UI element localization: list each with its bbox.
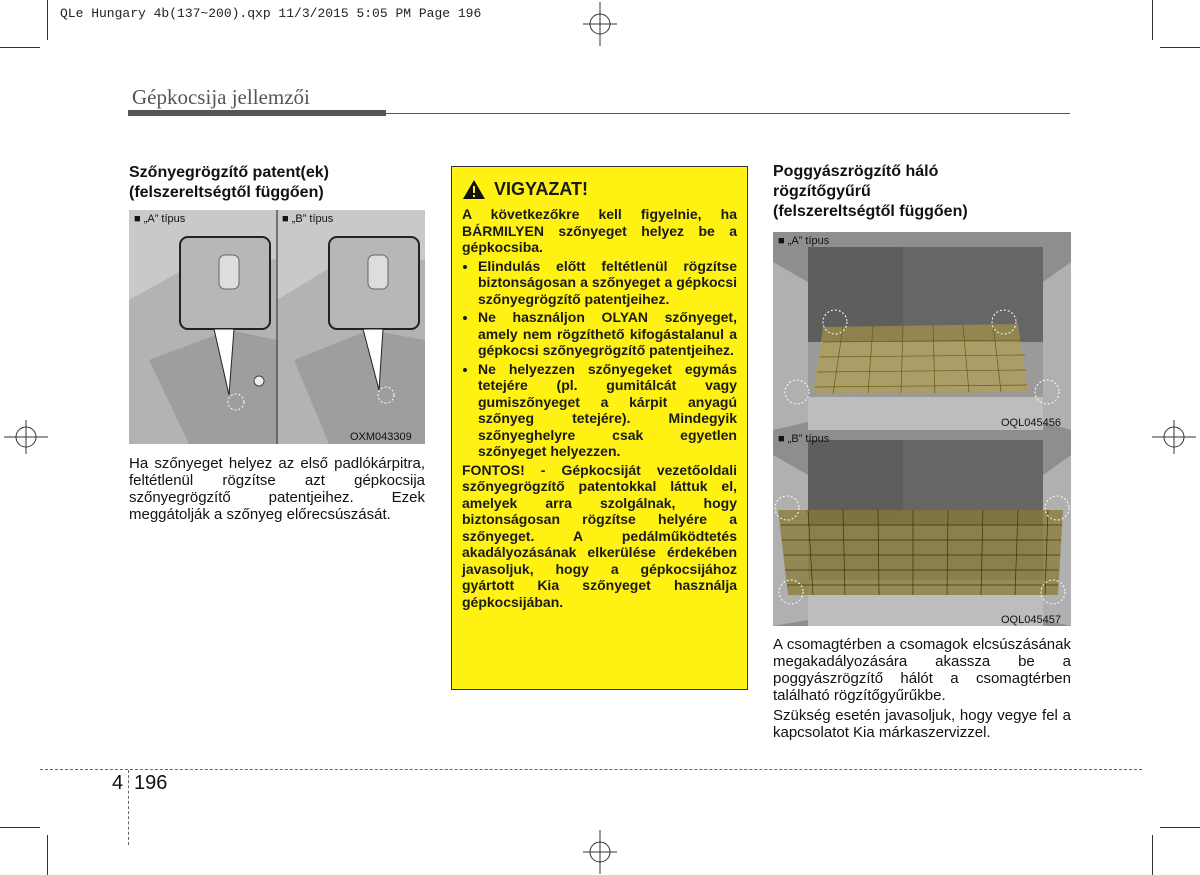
crop-mark bbox=[1160, 47, 1200, 48]
registration-mark-icon bbox=[583, 830, 617, 874]
right-body-paragraph: A csomagtérben a csomagok elcsúszásának megakadályozására akassza be a poggyászrögzítő hálót a csomagtérben található rögzítőgyűrűkbe. bbox=[773, 636, 1071, 704]
crop-mark bbox=[1152, 835, 1153, 875]
image-code: OQL045456 bbox=[1001, 417, 1061, 429]
left-body-text: Ha szőnyeget helyez az első padlókárpitra, feltétlenül rögzítse azt gépkocsija szőnyegrögzítő patentjeihez. Ezek meggátolják a szőnyeg előrecsúszását. bbox=[129, 455, 425, 523]
crop-mark bbox=[1160, 827, 1200, 828]
page-number: 196 bbox=[134, 772, 168, 794]
warning-title-text: VIGYAZAT! bbox=[494, 179, 589, 199]
crop-mark bbox=[0, 827, 40, 828]
image-code: OQL045457 bbox=[1001, 614, 1061, 626]
right-heading-line: rögzítőgyűrű bbox=[773, 183, 871, 200]
left-heading bbox=[129, 163, 429, 203]
warning-item: • Ne használjon OLYAN szőnyeget, amely nem rögzíthető kifogástalanul a gépkocsi szőnyegrögzítő patentjeihez. bbox=[478, 309, 737, 359]
registration-mark-icon bbox=[1152, 420, 1196, 454]
warning-box bbox=[451, 166, 748, 690]
cargo-net-illustration-b bbox=[773, 430, 1071, 626]
warning-note: FONTOS! - Gépkocsiját vezetőoldali szőnyegrögzítő patentokkal láttuk el, amelyek arra szolgálnak, hogy biztonságosan rögzítse helyére a szőnyeget. A pedálműködtetés akadályozásának elkerülése érdekében javasoljuk, hogy a gépkocsijához gyártott Kia szőnyeget használja gépkocsijában. bbox=[462, 461, 737, 610]
right-heading-line: (felszereltségtől függően) bbox=[773, 203, 968, 220]
chapter-number: 4 bbox=[112, 772, 124, 794]
crop-mark bbox=[0, 47, 40, 48]
footer-rule bbox=[40, 769, 1142, 770]
type-a-label: ■ „A” típus bbox=[134, 213, 186, 225]
crop-mark bbox=[1152, 0, 1153, 40]
warning-item: • Elindulás előtt feltétlenül rögzítse biztonságosan a szőnyeget a gépkocsi szőnyegrögzítő patentjeihez. bbox=[478, 258, 737, 308]
crop-mark bbox=[47, 835, 48, 875]
warning-list bbox=[462, 258, 737, 460]
header-rule bbox=[386, 113, 1070, 114]
registration-mark-icon bbox=[583, 2, 617, 46]
footer-divider bbox=[128, 770, 129, 845]
floor-mat-photo bbox=[129, 210, 425, 444]
right-body-text bbox=[773, 636, 1071, 741]
right-heading-line: Poggyászrögzítő háló bbox=[773, 163, 939, 180]
section-title: Gépkocsija jellemzői bbox=[132, 85, 310, 109]
type-a-label: ■ „A” típus bbox=[778, 235, 830, 247]
print-header: QLe Hungary 4b(137~200).qxp 11/3/2015 5:05 PM Page 196 bbox=[60, 6, 482, 21]
warning-item: • Ne helyezzen szőnyegeket egymás tetejére (pl. gumitálcát vagy gumiszőnyeget a kárpit anyagú szőnyeg tetejére). Mindegyik szőnyeghelyre csak egyetlen szőnyeget helyezzen. bbox=[478, 361, 737, 460]
registration-mark-icon bbox=[4, 420, 48, 454]
cargo-net-illustration-a bbox=[773, 232, 1071, 430]
left-heading-line: (felszereltségtől függően) bbox=[129, 184, 324, 201]
cargo-net-photo-a bbox=[773, 232, 1071, 430]
warning-title bbox=[462, 179, 737, 200]
image-code: OXM043309 bbox=[350, 431, 412, 443]
floor-mat-illustration bbox=[129, 210, 425, 444]
type-b-label: ■ „B” típus bbox=[282, 213, 334, 225]
right-body-paragraph: Szükség esetén javasoljuk, hogy vegye fel a kapcsolatot Kia márkaszervizzel. bbox=[773, 707, 1071, 741]
crop-mark bbox=[47, 0, 48, 40]
header-rule bbox=[128, 110, 386, 116]
type-b-label: ■ „B” típus bbox=[778, 433, 830, 445]
warning-intro: A következőkre kell figyelnie, ha BÁRMILYEN szőnyeget helyez be a gépkocsiba. bbox=[462, 206, 737, 255]
left-heading-line: Szőnyegrögzítő patent(ek) bbox=[129, 164, 330, 181]
warning-triangle-icon bbox=[462, 179, 486, 200]
right-heading bbox=[773, 162, 1073, 222]
cargo-net-photo-b bbox=[773, 430, 1071, 626]
